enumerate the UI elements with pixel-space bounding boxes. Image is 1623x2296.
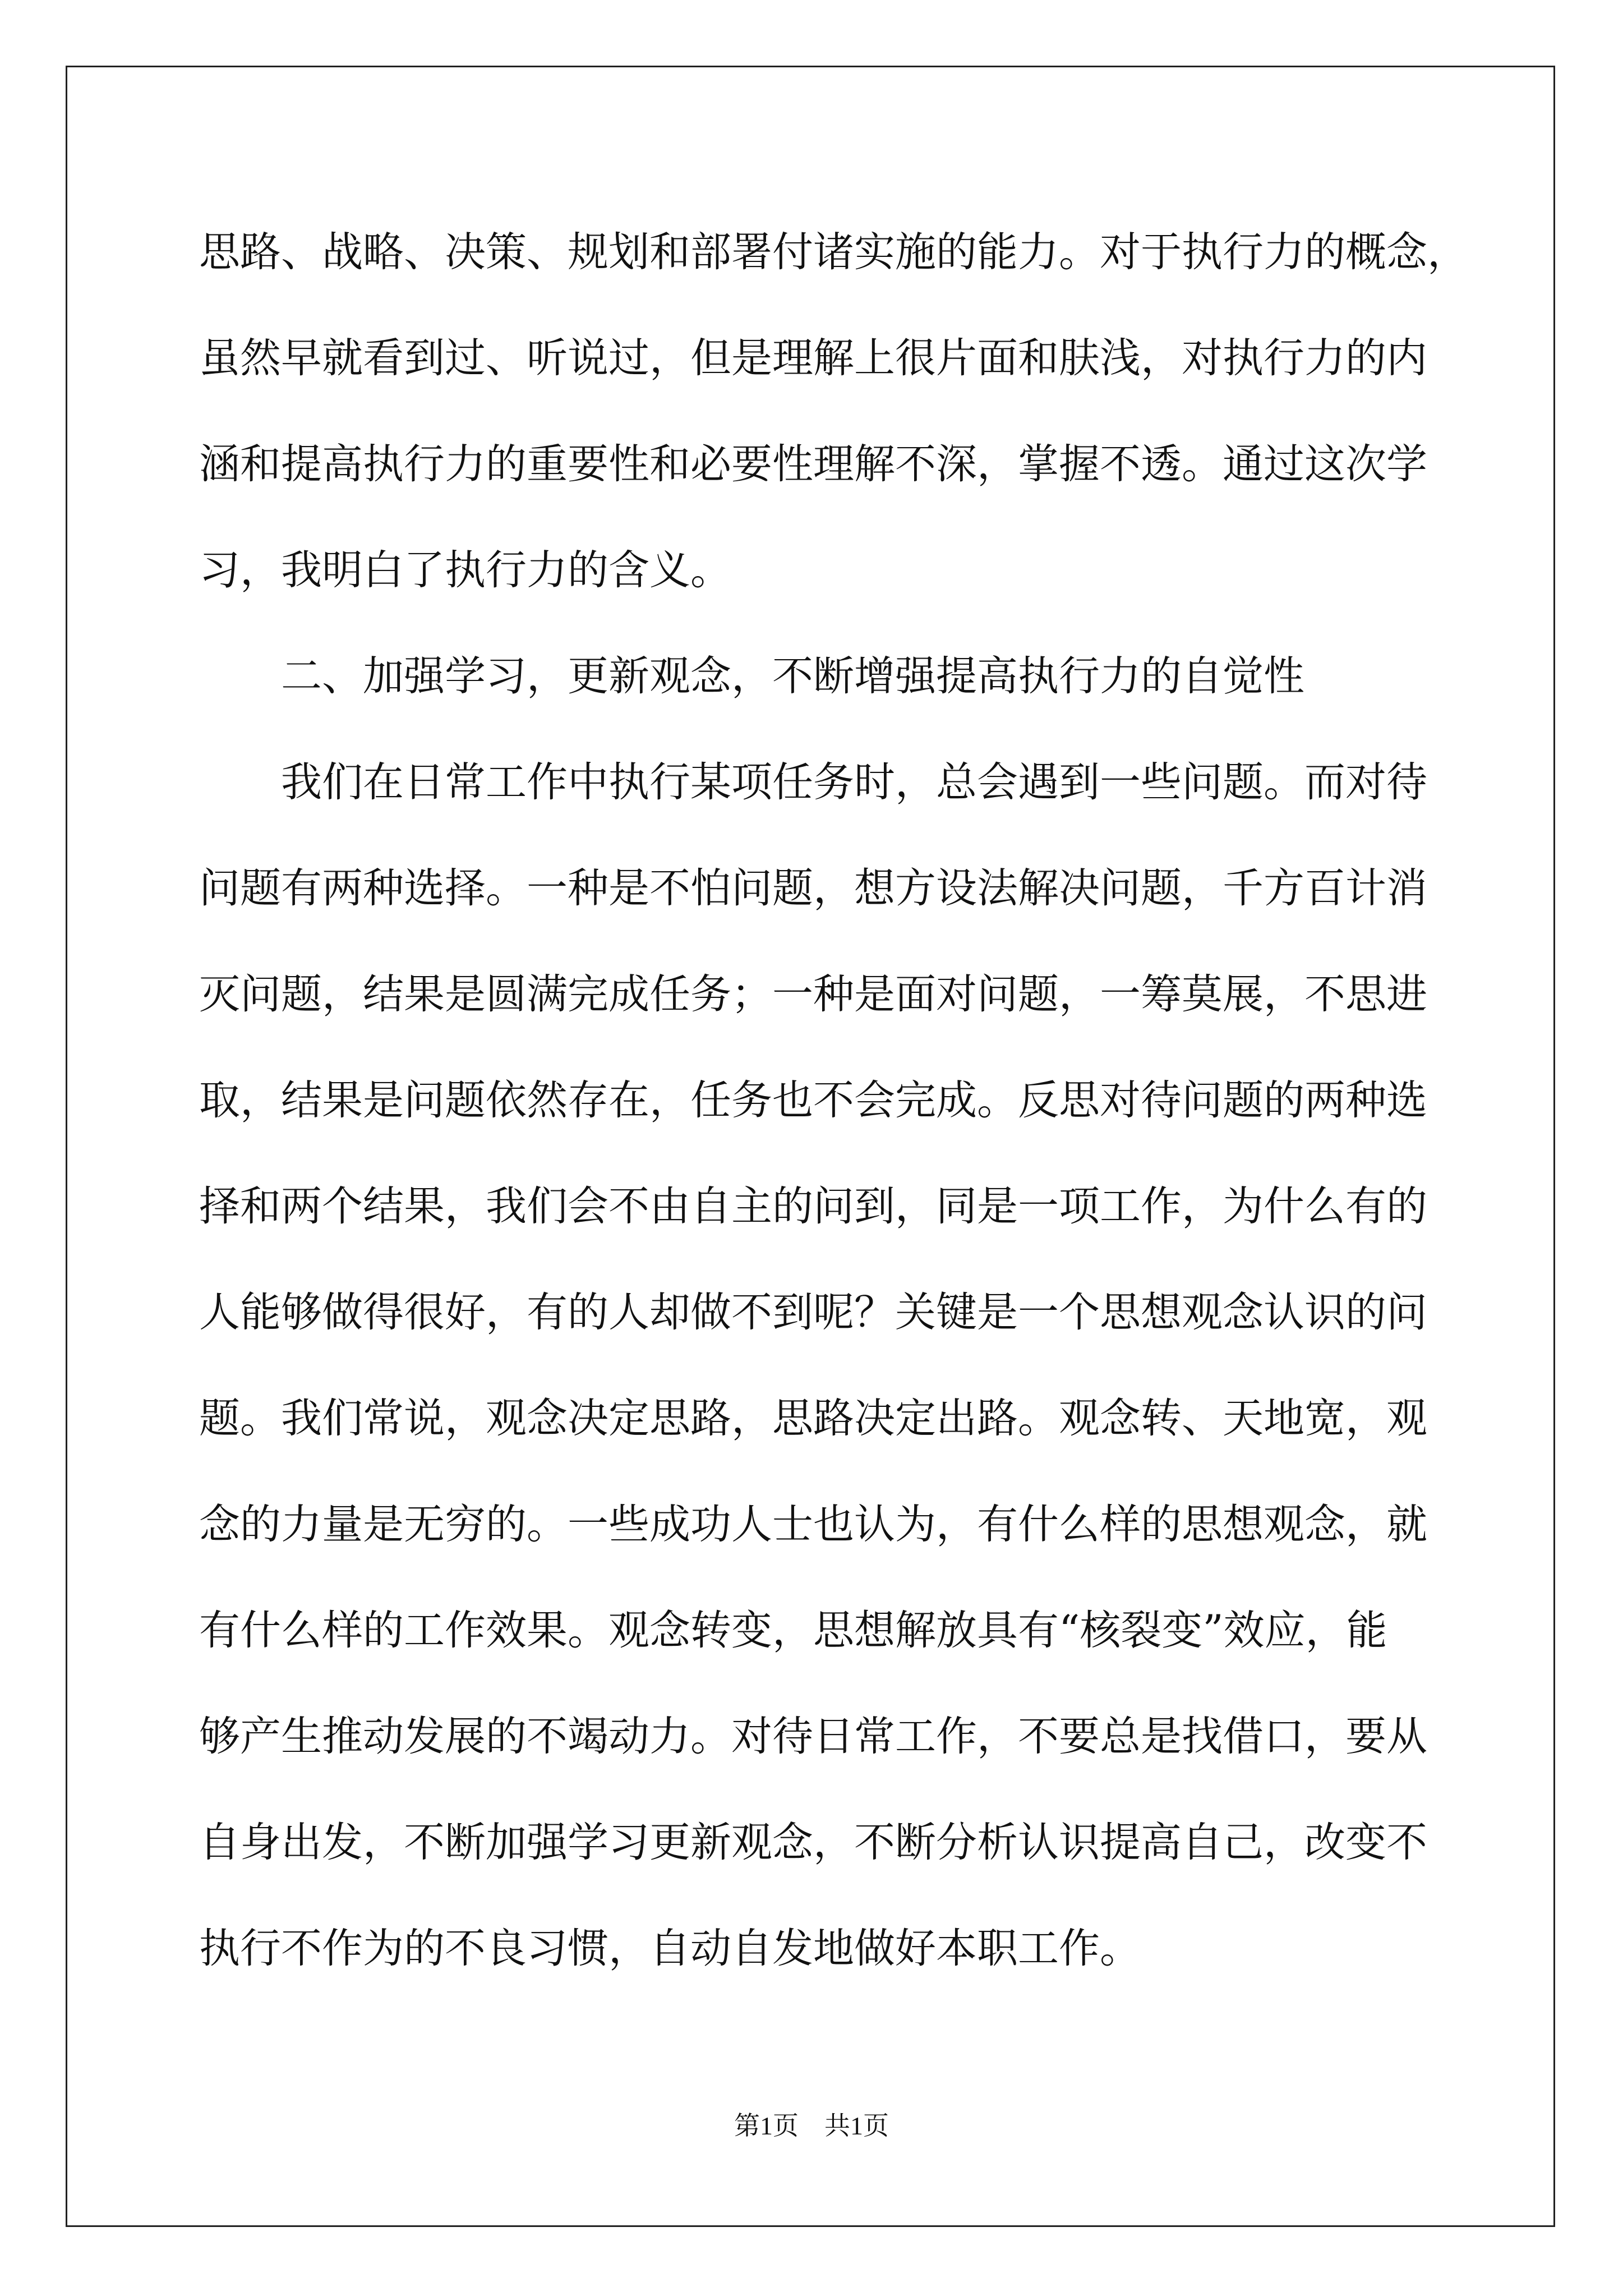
text-line-8: 灭问题，结果是圆满完成任务；一种是面对问题，一筹莫展，不思进: [199, 970, 1427, 1018]
text-line-11: 人能够做得很好，有的人却做不到呢？关键是一个思想观念认识的问: [199, 1289, 1427, 1336]
text-line-17: 执行不作为的不良习惯，自动自发地做好本职工作。: [199, 1925, 1141, 1972]
text-line-16: 自身出发，不断加强学习更新观念，不断分析认识提高自己，改变不: [199, 1819, 1427, 1866]
text-line-10: 择和两个结果，我们会不由自主的问到，同是一项工作，为什么有的: [199, 1182, 1427, 1230]
text-line-9: 取，结果是问题依然存在，任务也不会完成。反思对待问题的两种选: [199, 1076, 1427, 1124]
text-line-2: 虽然早就看到过、听说过，但是理解上很片面和肤浅，对执行力的内: [199, 334, 1427, 382]
text-line-13: 念的力量是无穷的。一些成功人士也认为，有什么样的思想观念，就: [199, 1501, 1427, 1548]
text-line-4: 习，我明白了执行力的含义。: [199, 546, 731, 594]
text-line-6: 我们在日常工作中执行某项任务时，总会遇到一些问题。而对待: [281, 758, 1427, 806]
section-heading: 二、加强学习，更新观念，不断增强提高执行力的自觉性: [281, 652, 1304, 700]
document-body: [199, 199, 1468, 2001]
text-line-7: 问题有两种选择。一种是不怕问题，想方设法解决问题，千方百计消: [199, 864, 1427, 912]
text-line-3: 涵和提高执行力的重要性和必要性理解不深，掌握不透。通过这次学: [199, 440, 1427, 488]
text-line-12: 题。我们常说，观念决定思路，思路决定出路。观念转、天地宽，观: [199, 1395, 1427, 1442]
text-line-1: 思路、战略、决策、规划和部署付诸实施的能力。对于执行力的概念，: [199, 228, 1468, 276]
page-number-footer: 第1页 共1页: [734, 2111, 889, 2140]
text-line-14: 有什么样的工作效果。观念转变，思想解放具有“核裂变”效应，能: [199, 1607, 1387, 1654]
text-line-15: 够产生推动发展的不竭动力。对待日常工作，不要总是找借口，要从: [199, 1713, 1427, 1760]
